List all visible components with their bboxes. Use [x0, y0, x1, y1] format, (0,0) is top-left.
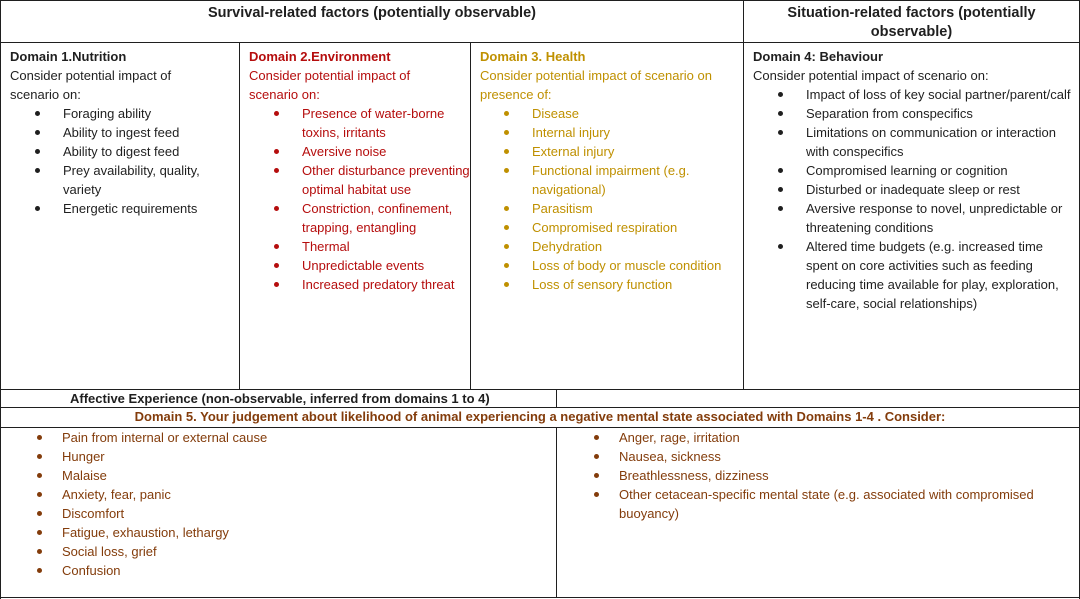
list-item: Disturbed or inadequate sleep or rest: [806, 180, 1074, 199]
affective-label-divider: [556, 389, 557, 408]
list-item: Breathlessness, dizziness: [619, 466, 1064, 485]
survival-factors-header: Survival-related factors (potentially observable): [208, 5, 536, 21]
list-item: Increased predatory threat: [302, 275, 472, 294]
list-item: Compromised learning or cognition: [806, 161, 1074, 180]
domain-4-intro: Consider potential impact of scenario on:: [753, 68, 989, 83]
domain-1-list: [63, 104, 228, 218]
domain-3-list: [532, 104, 742, 294]
list-item: Thermal: [302, 237, 472, 256]
list-item: Aversive noise: [302, 142, 472, 161]
list-item: Ability to digest feed: [63, 142, 228, 161]
domain-3-intro: Consider potential impact of scenario on presence of:: [480, 68, 712, 102]
domain-5-header: Domain 5. Your judgement about likelihood of animal experiencing a negative mental state associated with Domains 1-4 . Consider:: [134, 409, 946, 424]
list-item: Dehydration: [532, 237, 742, 256]
domain-5-right-list: [619, 428, 1064, 523]
table-border-top: [0, 0, 1080, 1]
affective-experience-label: Affective Experience (non-observable, inferred from domains 1 to 4): [70, 391, 490, 406]
list-item: Compromised respiration: [532, 218, 742, 237]
list-item: Loss of body or muscle condition: [532, 256, 742, 275]
list-item: Impact of loss of key social partner/parent/calf: [806, 85, 1074, 104]
list-item: Aversive response to novel, unpredictable or threatening conditions: [806, 199, 1074, 237]
domain-1-intro: Consider potential impact of scenario on:: [10, 68, 172, 102]
domain-4-title: Domain 4: Behaviour: [753, 49, 884, 64]
list-item: Hunger: [62, 447, 542, 466]
domain-2-environment: [240, 43, 470, 294]
list-item: Presence of water-borne toxins, irritants: [302, 104, 472, 142]
domain-2-list: [302, 104, 472, 294]
list-item: Parasitism: [532, 199, 742, 218]
domain-5-left-cell: [1, 428, 556, 580]
list-item: Energetic requirements: [63, 199, 228, 218]
list-item: Disease: [532, 104, 742, 123]
list-item: Unpredictable events: [302, 256, 472, 275]
list-item: Nausea, sickness: [619, 447, 1064, 466]
list-item: Pain from internal or external cause: [62, 428, 542, 447]
list-item: Functional impairment (e.g. navigational): [532, 161, 742, 199]
list-item: Confusion: [62, 561, 542, 580]
list-item: Separation from conspecifics: [806, 104, 1074, 123]
situation-factors-header: Situation-related factors (potentially observable): [787, 5, 1036, 40]
domain-4-behaviour: [744, 43, 1079, 313]
domain-1-nutrition: [1, 43, 239, 218]
list-item: Prey availability, quality, variety: [63, 161, 228, 199]
list-item: Ability to ingest feed: [63, 123, 228, 142]
list-item: Internal injury: [532, 123, 742, 142]
list-item: Loss of sensory function: [532, 275, 742, 294]
list-item: Fatigue, exhaustion, lethargy: [62, 523, 542, 542]
list-item: Foraging ability: [63, 104, 228, 123]
domain-2-title: Domain 2.Environment: [249, 49, 391, 64]
list-item: Other disturbance preventing optimal habitat use: [302, 161, 472, 199]
list-item: Malaise: [62, 466, 542, 485]
list-item: Social loss, grief: [62, 542, 542, 561]
list-item: Discomfort: [62, 504, 542, 523]
list-item: Altered time budgets (e.g. increased time spent on core activities such as feeding reducing time available for play, exploration, self-care, social relationships): [806, 237, 1074, 313]
domain-5-right-cell: [557, 428, 1079, 523]
domain-5-left-list: [62, 428, 542, 580]
list-item: Anger, rage, irritation: [619, 428, 1064, 447]
list-item: Other cetacean-specific mental state (e.g. associated with compromised buoyancy): [619, 485, 1064, 523]
list-item: External injury: [532, 142, 742, 161]
table-border-bottom: [0, 597, 1080, 598]
domain-4-list: [806, 85, 1074, 313]
domain-3-health: [471, 43, 743, 294]
domain-1-title: Domain 1.Nutrition: [10, 49, 127, 64]
list-item: Anxiety, fear, panic: [62, 485, 542, 504]
domain-3-title: Domain 3. Health: [480, 49, 586, 64]
domain-2-intro: Consider potential impact of scenario on:: [249, 68, 411, 102]
list-item: Constriction, confinement, trapping, entangling: [302, 199, 472, 237]
list-item: Limitations on communication or interaction with conspecifics: [806, 123, 1074, 161]
